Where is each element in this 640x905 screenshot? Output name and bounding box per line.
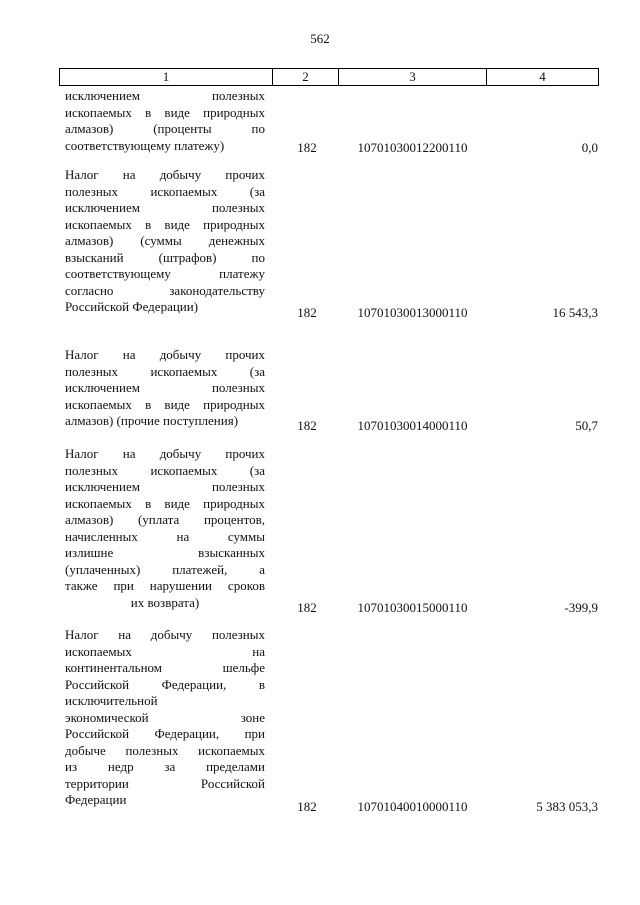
kbk-code: 10701030013000110 [357, 305, 468, 320]
desc-line: соответствующему платежу) [65, 137, 225, 153]
desc-line: исключением полезных [65, 479, 265, 494]
kbk-code: 10701040010000110 [357, 799, 468, 814]
row-description [65, 88, 265, 154]
header-col-2: 2 [273, 69, 339, 85]
table-header [59, 68, 599, 86]
desc-line: исключением полезных [65, 200, 265, 215]
amount: 0,0 [581, 140, 598, 155]
kbk-code: 10701030012200110 [357, 140, 468, 155]
desc-line: полезных ископаемых (за [65, 462, 265, 478]
desc-line: ископаемых в виде природных [65, 216, 265, 232]
desc-line: из недр за пределами [65, 759, 265, 774]
desc-line: (уплаченных) платежей, а [65, 561, 265, 577]
header-col-1: 1 [60, 69, 273, 85]
row-description [65, 347, 265, 430]
desc-line: алмазов) (прочие поступления) [65, 413, 239, 428]
desc-line: Российской Федерации, в [65, 676, 265, 692]
desc-line: излишне взысканных [65, 545, 265, 560]
desc-line: исключительной [65, 693, 158, 708]
desc-line: ископаемых в виде природных [65, 396, 265, 412]
desc-line: соответствующему платежу [65, 266, 265, 281]
header-col-3: 3 [339, 69, 487, 85]
admin-code: 182 [297, 140, 317, 155]
amount: 16 543,3 [552, 305, 598, 320]
desc-line: также при нарушении сроков [65, 578, 265, 593]
page-number: 562 [310, 31, 330, 46]
desc-line: ископаемых в виде природных [65, 495, 265, 511]
desc-line: ископаемых в виде природных [65, 104, 265, 120]
desc-line: взысканий (штрафов) по [65, 249, 265, 265]
admin-code: 182 [297, 305, 317, 320]
kbk-code: 10701030014000110 [357, 418, 468, 433]
kbk-code: 10701030015000110 [357, 600, 468, 615]
desc-line: Российской Федерации) [65, 299, 199, 314]
admin-code: 182 [297, 799, 317, 814]
desc-line: исключением полезных [65, 88, 265, 103]
row-description [65, 446, 265, 611]
amount: -399,9 [564, 600, 598, 615]
row-description [65, 627, 265, 809]
desc-line: добыче полезных ископаемых [65, 742, 265, 758]
desc-line: Налог на добычу прочих [65, 167, 265, 182]
admin-code: 182 [297, 418, 317, 433]
desc-line: Налог на добычу прочих [65, 347, 265, 362]
desc-line: континентальном шельфе [65, 660, 265, 675]
desc-line: полезных ископаемых (за [65, 183, 265, 199]
desc-line: ископаемых на [65, 643, 265, 659]
desc-line: полезных ископаемых (за [65, 363, 265, 379]
desc-line: Налог на добычу прочих [65, 446, 265, 461]
desc-line: Налог на добычу полезных [65, 627, 265, 642]
desc-line: территории Российской [65, 775, 265, 791]
desc-line: их возврата) [130, 594, 200, 610]
desc-line: исключением полезных [65, 380, 265, 395]
desc-line: Федерации [65, 792, 127, 807]
header-col-4: 4 [539, 69, 546, 84]
amount: 5 383 053,3 [536, 799, 598, 814]
desc-line: начисленных на суммы [65, 528, 265, 544]
desc-line: алмазов) (уплата процентов, [65, 512, 265, 527]
desc-line: Российской Федерации, при [65, 726, 265, 741]
row-description [65, 167, 265, 316]
admin-code: 182 [297, 600, 317, 615]
desc-line: алмазов) (проценты по [65, 121, 265, 136]
amount: 50,7 [575, 418, 598, 433]
desc-line: алмазов) (суммы денежных [65, 233, 265, 248]
desc-line: экономической зоне [65, 709, 265, 725]
desc-line: согласно законодательству [65, 282, 265, 298]
